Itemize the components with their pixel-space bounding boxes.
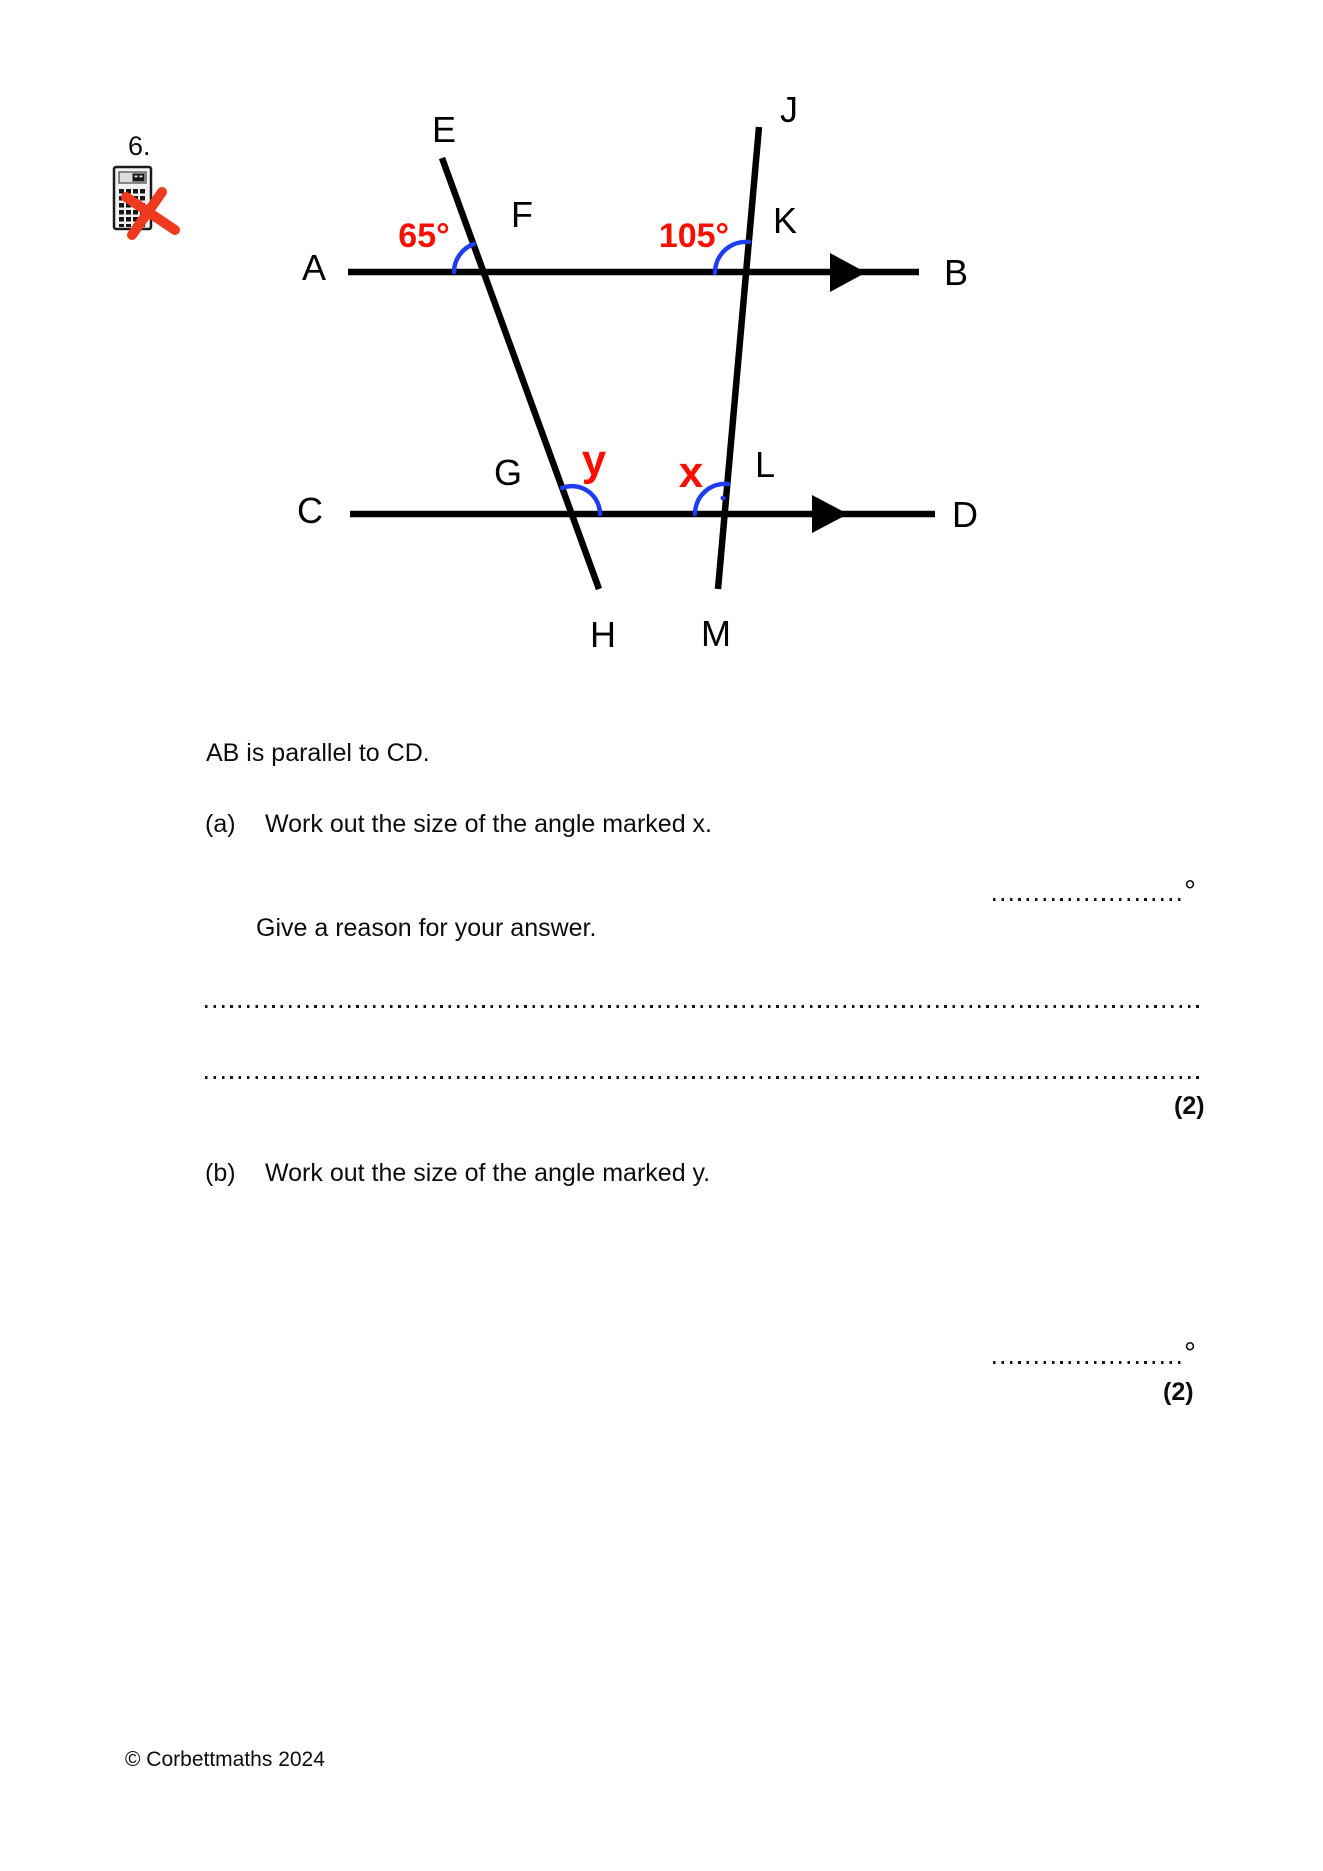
label-F: F bbox=[511, 194, 533, 235]
part-a-degree-symbol: ° bbox=[1184, 875, 1196, 908]
arrowhead-CD bbox=[812, 495, 848, 533]
label-H: H bbox=[590, 614, 616, 655]
question-number: 6. bbox=[128, 131, 151, 161]
label-D: D bbox=[952, 494, 978, 535]
no-calculator-icon bbox=[114, 167, 175, 235]
label-C: C bbox=[297, 490, 323, 531]
part-a-answer-line bbox=[993, 898, 1183, 901]
label-A: A bbox=[301, 247, 327, 288]
part-a-label: (a) bbox=[205, 810, 236, 838]
reason-prompt: Give a reason for your answer. bbox=[256, 914, 597, 942]
part-a-marks: (2) bbox=[1174, 1092, 1205, 1120]
label-L: L bbox=[754, 444, 776, 485]
label-G: G bbox=[493, 452, 523, 493]
copyright-footer: © Corbettmaths 2024 bbox=[125, 1748, 325, 1771]
part-b-answer-line bbox=[993, 1361, 1183, 1364]
angle-y-label: y bbox=[581, 436, 607, 485]
reason-line-1 bbox=[205, 1005, 1203, 1008]
label-E: E bbox=[431, 109, 457, 150]
angle-65-label: 65° bbox=[398, 217, 450, 255]
transversal-JM bbox=[718, 127, 759, 589]
part-b-question: Work out the size of the angle marked y. bbox=[265, 1159, 711, 1187]
parallel-lines-diagram bbox=[0, 0, 1010, 690]
statement-parallel: AB is parallel to CD. bbox=[206, 739, 430, 767]
reason-line-2 bbox=[205, 1076, 1203, 1079]
label-J: J bbox=[780, 89, 798, 130]
label-M: M bbox=[701, 613, 731, 654]
part-b-marks: (2) bbox=[1163, 1378, 1194, 1406]
arc-65-degrees bbox=[454, 244, 474, 272]
arrowhead-AB bbox=[830, 253, 866, 292]
part-b-degree-symbol: ° bbox=[1184, 1337, 1196, 1370]
label-K: K bbox=[772, 200, 798, 241]
arc-angle-x-dot bbox=[721, 496, 726, 501]
part-a-question: Work out the size of the angle marked x. bbox=[265, 810, 712, 838]
angle-x-label: x bbox=[678, 448, 704, 497]
part-b-label: (b) bbox=[205, 1159, 236, 1187]
label-B: B bbox=[943, 252, 969, 293]
angle-105-label: 105° bbox=[658, 217, 730, 255]
